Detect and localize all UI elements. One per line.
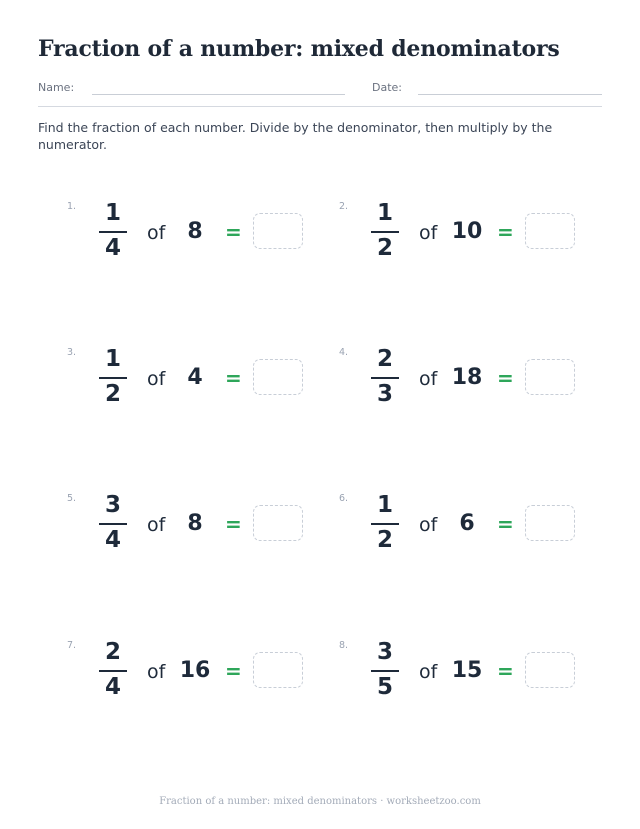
equals-sign: = (225, 366, 242, 390)
answer-box[interactable] (525, 652, 575, 688)
numerator: 1 (104, 200, 121, 226)
name-label: Name: (38, 81, 75, 94)
of-word: of (147, 222, 166, 244)
numerator: 1 (376, 200, 393, 226)
denominator: 2 (376, 235, 393, 261)
problem-number: 2. (339, 201, 349, 212)
denominator: 4 (104, 527, 121, 553)
worksheet-title: Fraction of a number: mixed denominators (38, 36, 560, 62)
numerator: 1 (104, 346, 121, 372)
denominator: 4 (104, 674, 121, 700)
whole-number: 15 (451, 658, 483, 683)
numerator: 1 (376, 492, 393, 518)
problem-number: 3. (67, 347, 77, 358)
fraction-bar (371, 231, 399, 233)
denominator: 2 (376, 527, 393, 553)
of-word: of (419, 514, 438, 536)
problem-number: 1. (67, 201, 77, 212)
of-word: of (147, 661, 166, 683)
problem-2 (339, 201, 599, 281)
of-word: of (419, 222, 438, 244)
numerator: 2 (104, 639, 121, 665)
denominator: 5 (376, 674, 393, 700)
problem-8 (339, 640, 599, 720)
date-label: Date: (372, 81, 402, 94)
whole-number: 10 (451, 219, 483, 244)
problem-number: 4. (339, 347, 349, 358)
fraction-bar (371, 377, 399, 379)
of-word: of (419, 368, 438, 390)
numerator: 2 (376, 346, 393, 372)
equals-sign: = (497, 220, 514, 244)
name-field[interactable] (92, 94, 345, 95)
of-word: of (147, 514, 166, 536)
fraction (96, 199, 130, 267)
equals-sign: = (225, 659, 242, 683)
name-date-row (38, 80, 602, 107)
fraction-bar (371, 670, 399, 672)
footer: Fraction of a number: mixed denominators · worksheetzoo.com (159, 796, 481, 807)
whole-number: 4 (187, 365, 203, 390)
denominator: 3 (376, 381, 393, 407)
problem-number: 6. (339, 493, 349, 504)
fraction (96, 345, 130, 413)
answer-box[interactable] (525, 213, 575, 249)
fraction (96, 491, 130, 559)
problem-3 (67, 347, 327, 427)
problem-7 (67, 640, 327, 720)
whole-number: 16 (179, 658, 211, 683)
fraction (368, 345, 402, 413)
fraction-bar (99, 231, 127, 233)
answer-box[interactable] (253, 359, 303, 395)
fraction-bar (99, 670, 127, 672)
equals-sign: = (497, 659, 514, 683)
answer-box[interactable] (525, 359, 575, 395)
whole-number: 6 (459, 511, 475, 536)
equals-sign: = (497, 512, 514, 536)
problem-5 (67, 493, 327, 573)
problem-number: 5. (67, 493, 77, 504)
fraction (368, 638, 402, 706)
whole-number: 18 (451, 365, 483, 390)
answer-box[interactable] (525, 505, 575, 541)
fraction-bar (99, 523, 127, 525)
answer-box[interactable] (253, 505, 303, 541)
fraction (368, 199, 402, 267)
fraction-bar (371, 523, 399, 525)
problem-4 (339, 347, 599, 427)
numerator: 3 (104, 492, 121, 518)
equals-sign: = (225, 220, 242, 244)
numerator: 3 (376, 639, 393, 665)
equals-sign: = (225, 512, 242, 536)
problem-6 (339, 493, 599, 573)
of-word: of (419, 661, 438, 683)
equals-sign: = (497, 366, 514, 390)
denominator: 4 (104, 235, 121, 261)
problem-number: 8. (339, 640, 349, 651)
of-word: of (147, 368, 166, 390)
denominator: 2 (104, 381, 121, 407)
problem-number: 7. (67, 640, 77, 651)
date-field[interactable] (418, 94, 602, 95)
fraction (96, 638, 130, 706)
answer-box[interactable] (253, 652, 303, 688)
instructions: Find the fraction of each number. Divide by the denominator, then multiply by the numerator. (38, 120, 553, 152)
fraction (368, 491, 402, 559)
answer-box[interactable] (253, 213, 303, 249)
whole-number: 8 (187, 219, 203, 244)
fraction-bar (99, 377, 127, 379)
whole-number: 8 (187, 511, 203, 536)
problem-1 (67, 201, 327, 281)
